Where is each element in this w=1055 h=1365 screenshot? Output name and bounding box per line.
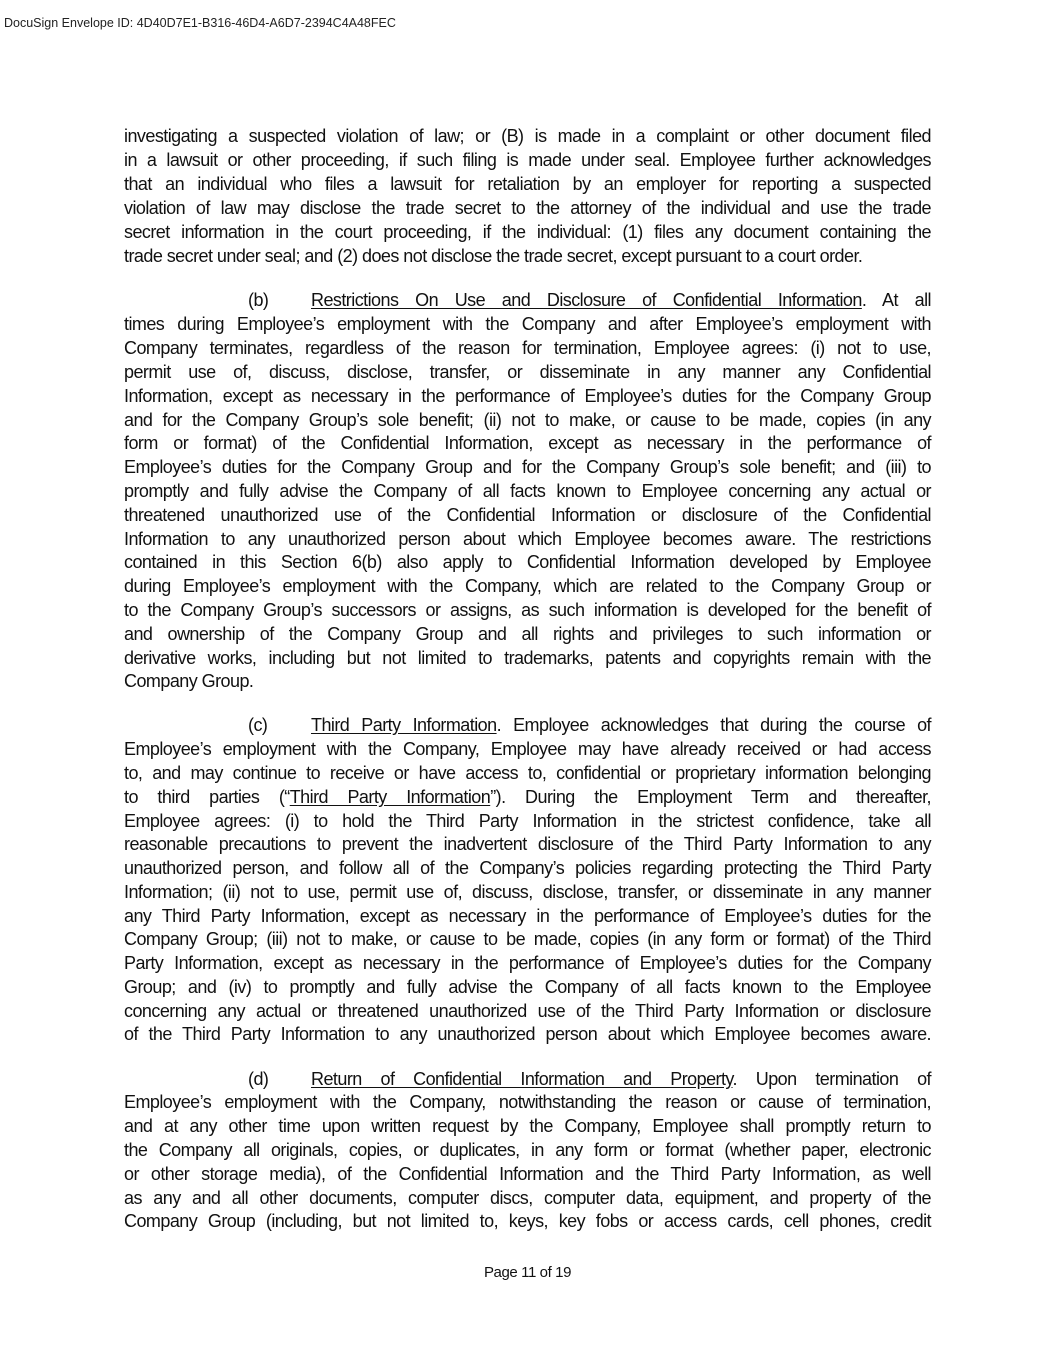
text-line: or other storage media), of the Confidential Information and the Third Party Information, as well: [124, 1164, 931, 1184]
text-line: derivative works, including but not limited to trademarks, patents and copyrights remain with the: [124, 648, 931, 668]
text-line: that an individual who files a lawsuit for retaliation by an employer for reporting a suspected: [124, 174, 931, 194]
section-title: Third Party Information: [311, 715, 497, 735]
text-line: contained in this Section 6(b) also apply to Confidential Information developed by Employee: [124, 552, 931, 572]
text-line: permit use of, discuss, disclose, transfer, or disseminate in any manner any Confidential: [124, 362, 931, 382]
section-heading: [248, 1067, 931, 1091]
text-line: of the Third Party Information to any unauthorized person about which Employee becomes aware.: [124, 1024, 931, 1044]
text-line: Employee agrees: (i) to hold the Third Party Information in the strictest confidence, take all: [124, 811, 931, 831]
text-line: Group; and (iv) to promptly and fully advise the Company of all facts known to the Employee: [124, 977, 931, 997]
text-line: to the Company Group’s successors or assigns, as such information is developed for the benefit of: [124, 600, 931, 620]
text-line: Company Group (including, but not limited to, keys, key fobs or access cards, cell phones, credit: [124, 1211, 931, 1231]
text-line: Company Group; (iii) not to make, or cause to be made, copies (in any form or format) of the Third: [124, 929, 931, 949]
section-title: Return of Confidential Information and Property: [311, 1069, 733, 1089]
text-line: Information, except as necessary in the performance of Employee’s duties for the Company Group: [124, 386, 931, 406]
text-line: and at any other time upon written request by the Company, Employee shall promptly return to: [124, 1116, 931, 1136]
text-line: in a lawsuit or other proceeding, if such filing is made under seal. Employee further acknowledges: [124, 150, 931, 170]
section-number: (d): [248, 1069, 269, 1089]
text-line: violation of law may disclose the trade secret to the attorney of the individual and use the trade: [124, 198, 931, 218]
section-number: (c): [248, 715, 268, 735]
text-line: Company Group.: [124, 671, 254, 691]
text-line: reasonable precautions to prevent the inadvertent disclosure of the Third Party Information to any: [124, 834, 931, 854]
text-line: Information to any unauthorized person about which Employee becomes aware. The restrictions: [124, 529, 931, 549]
text-line: form or format) of the Confidential Information, except as necessary in the performance of: [124, 433, 931, 453]
text-line: the Company all originals, copies, or duplicates, in any form or format (whether paper, electronic: [124, 1140, 931, 1160]
text-line: promptly and fully advise the Company of all facts known to Employee concerning any actual or: [124, 481, 931, 501]
text-line: times during Employee’s employment with the Company and after Employee’s employment with: [124, 314, 931, 334]
section-heading: [248, 713, 931, 737]
text-line: Information; (ii) not to use, permit use of, discuss, disclose, transfer, or disseminate in any manner: [124, 882, 931, 902]
text-line: secret information in the court proceeding, if the individual: (1) files any document containing the: [124, 222, 931, 242]
section-title-suffix: . At all: [861, 290, 931, 310]
text-line: Employee’s employment with the Company, Employee may have already received or had access: [124, 739, 931, 759]
section-title-suffix: . Upon termination of: [732, 1069, 931, 1089]
text-line: during Employee’s employment with the Company, which are related to the Company Group or: [124, 576, 931, 596]
text-line: Employee’s duties for the Company Group and for the Company Group’s sole benefit; and (iii) to: [124, 457, 931, 477]
section-number: (b): [248, 290, 269, 310]
text-line: trade secret under seal; and (2) does not disclose the trade secret, except pursuant to a court order.: [124, 246, 863, 266]
page-number: Page 11 of 19: [483, 1264, 572, 1281]
text-line: Employee’s employment with the Company, notwithstanding the reason or cause of termination,: [124, 1092, 931, 1112]
text-line: investigating a suspected violation of law; or (B) is made in a complaint or other document filed: [124, 126, 931, 146]
text-line: concerning any actual or threatened unauthorized use of the Third Party Information or disclosure: [124, 1001, 931, 1021]
section-heading: [248, 288, 931, 312]
text-line: and ownership of the Company Group and all rights and privileges to such information or: [124, 624, 931, 644]
section-title-suffix: . Employee acknowledges that during the course of: [496, 715, 931, 735]
text-line: Party Information, except as necessary in the performance of Employee’s duties for the Company: [124, 953, 931, 973]
text-line: and for the Company Group’s sole benefit; (ii) not to make, or cause to be made, copies (in any: [124, 410, 931, 430]
section-title: Restrictions On Use and Disclosure of Confidential Information: [311, 290, 862, 310]
text-line-defined-term: [124, 785, 931, 809]
text-line: as any and all other documents, computer discs, computer data, equipment, and property of the: [124, 1188, 931, 1208]
defined-term-prefix: to third parties (“: [124, 787, 290, 807]
defined-term-suffix: ”). During the Employment Term and thereafter,: [490, 787, 931, 807]
text-line: to, and may continue to receive or have access to, confidential or proprietary information belonging: [124, 763, 931, 783]
text-line: any Third Party Information, except as necessary in the performance of Employee’s duties for the: [124, 906, 931, 926]
text-line: Company terminates, regardless of the reason for termination, Employee agrees: (i) not to use,: [124, 338, 931, 358]
defined-term: Third Party Information: [289, 787, 491, 807]
text-line: threatened unauthorized use of the Confidential Information or disclosure of the Confidential: [124, 505, 931, 525]
docusign-envelope-id: DocuSign Envelope ID: 4D40D7E1-B316-46D4-A6D7-2394C4A48FEC: [4, 16, 396, 30]
text-line: unauthorized person, and follow all of the Company’s policies regarding protecting the Third Party: [124, 858, 931, 878]
